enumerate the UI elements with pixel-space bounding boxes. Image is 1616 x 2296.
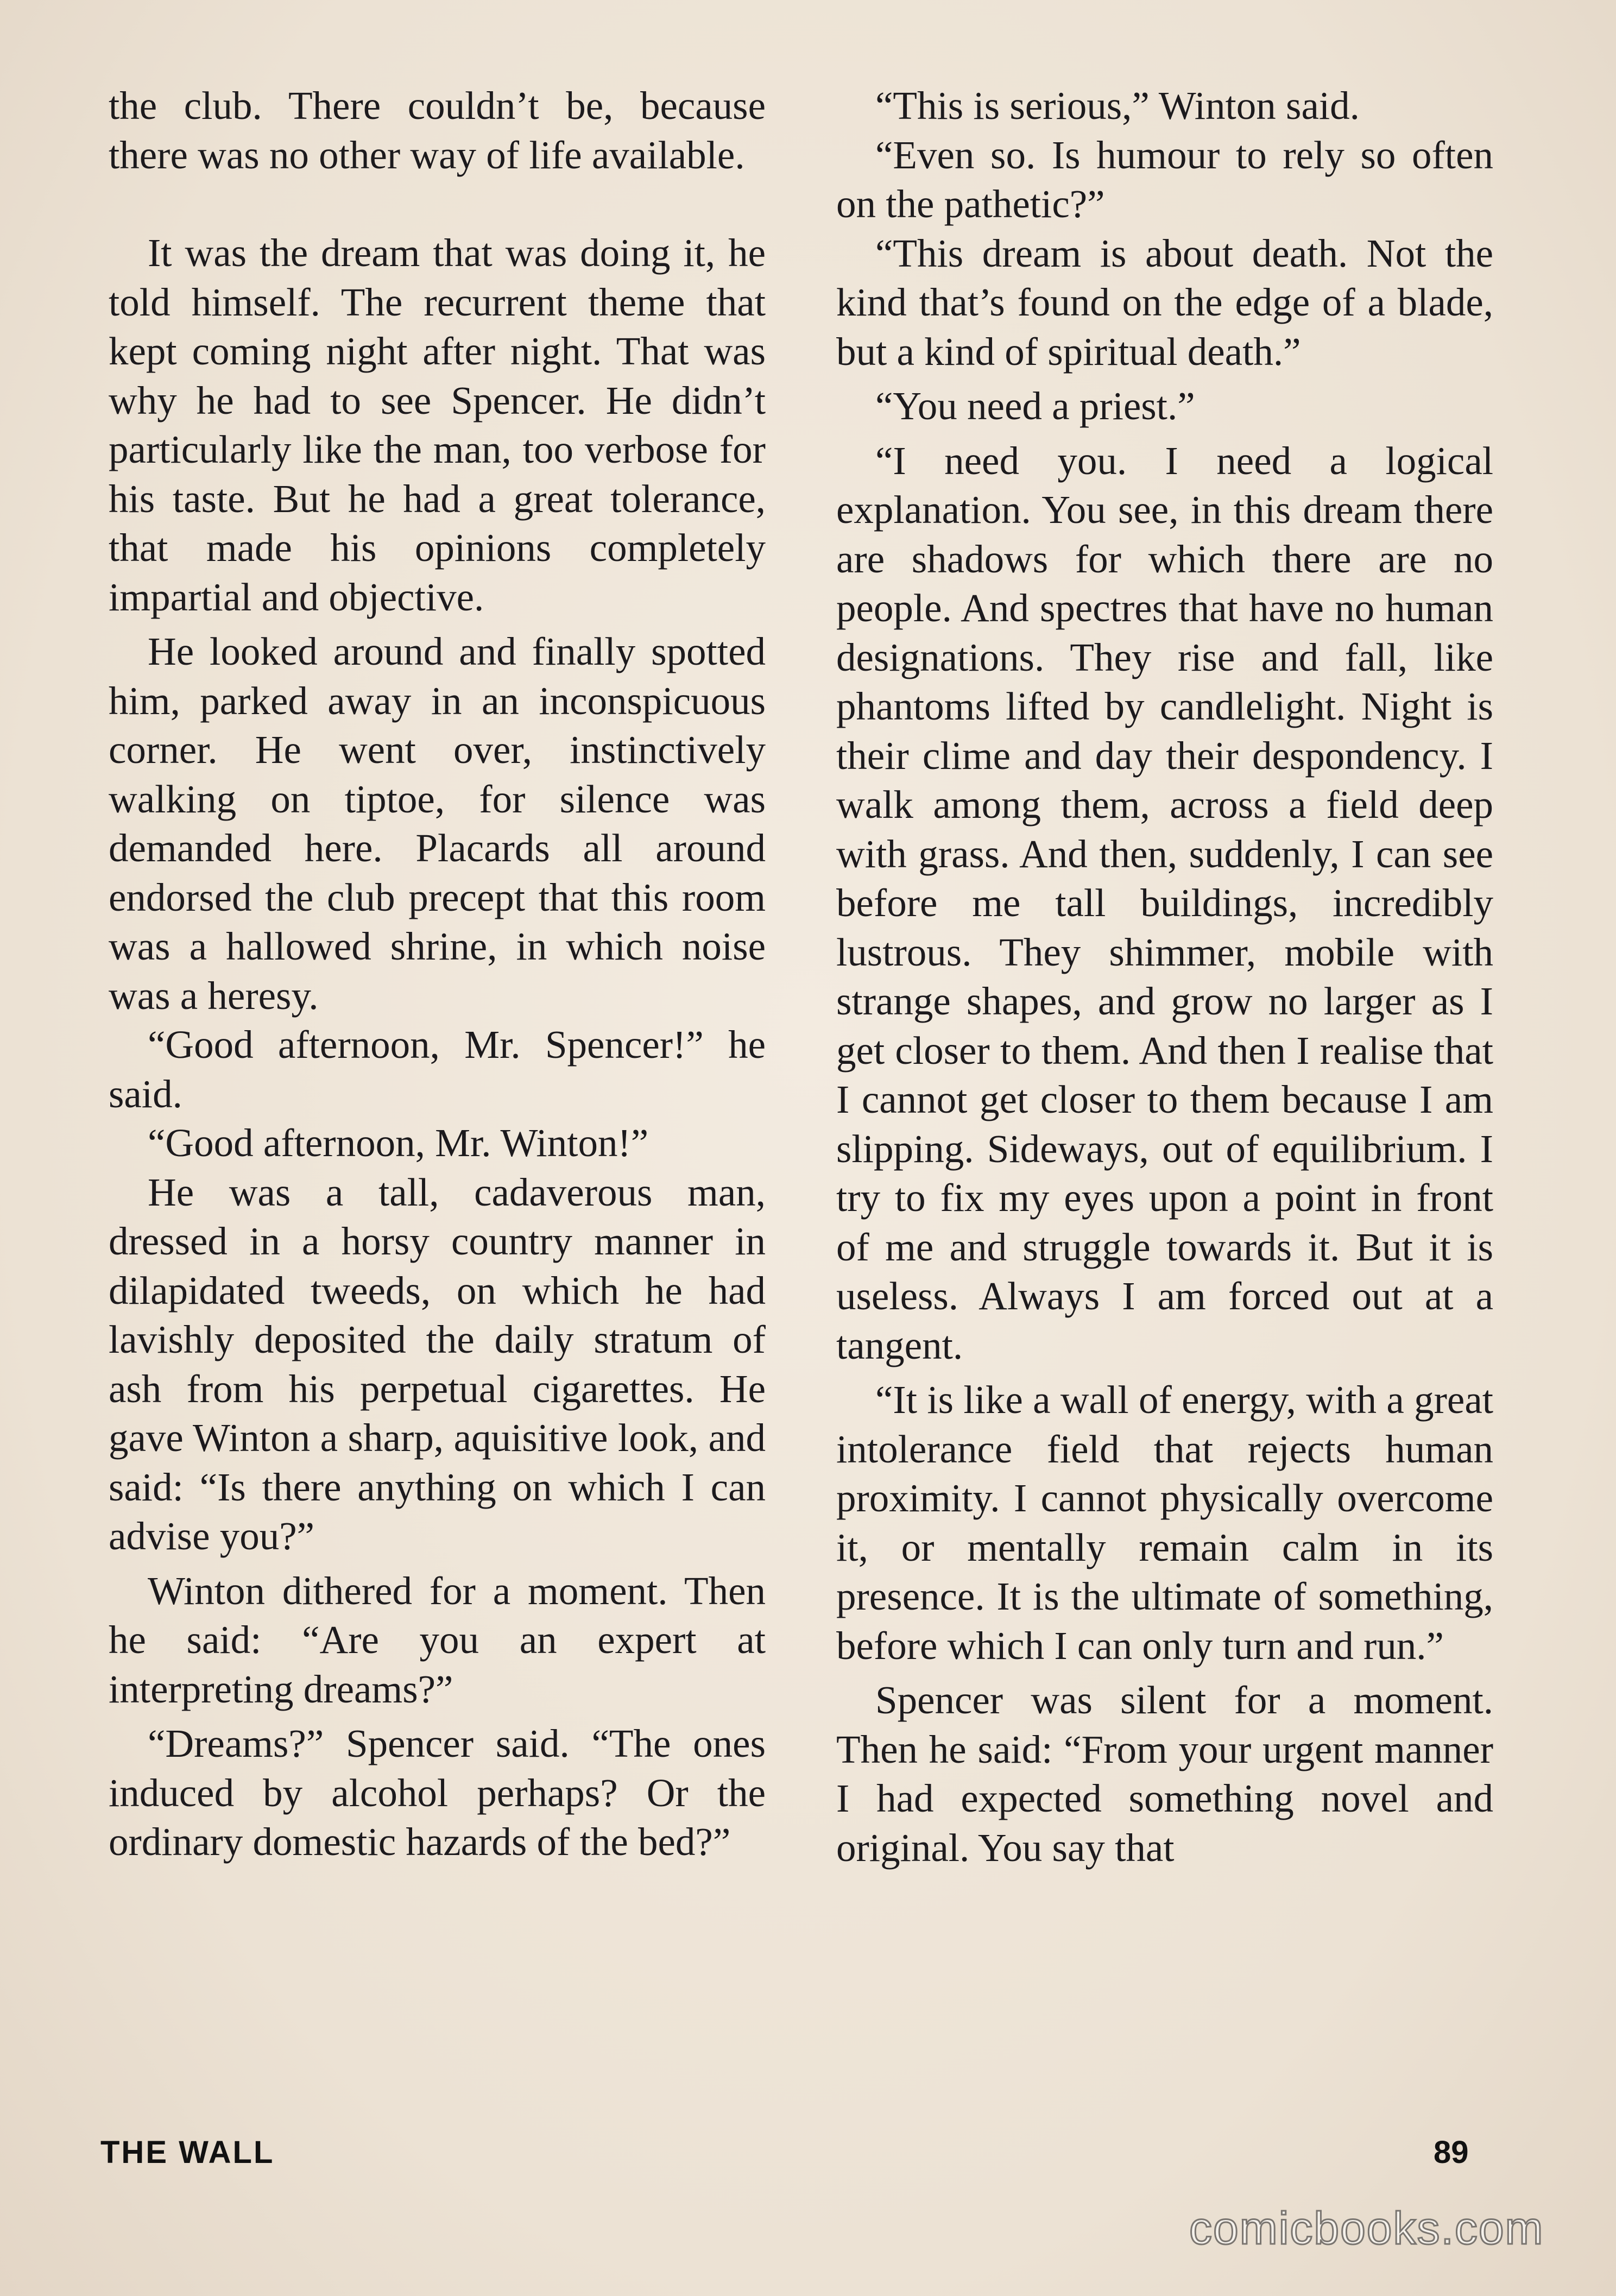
page-number: 89 <box>1434 2135 1469 2170</box>
paragraph: “This is serious,” Winton said. <box>875 84 1360 128</box>
paragraph: “It is like a wall of energy, with a great intolerance field that rejects human proximity. I cannot physically overcome it, or mentally remain calm in its presence. It is the ultimate of something, before which I can only turn and run.” <box>836 1378 1493 1668</box>
paragraph: “You need a priest.” <box>875 384 1195 428</box>
left-text-column <box>109 81 766 1867</box>
paragraph: “I need you. I need a logical explanation. You see, in this dream there are shadows for which there are no people. And spectres that have no human designations. They rise and fall, like phantoms lifted by candlelight. Night is their clime and day their despondency. I walk among them, across a field deep with grass. And then, suddenly, I can see before me tall buildings, incredibly lustrous. They shimmer, mobile with strange shapes, and grow no larger as I get closer to them. And then I realise that I cannot get closer to them because I am slipping. Sideways, out of equilibrium. I try to fix my eyes upon a point in front of me and struggle towards it. But it is useless. Always I am forced out at a tangent. <box>836 438 1493 1367</box>
paragraph: “Good afternoon, Mr. Winton!” <box>148 1121 649 1165</box>
paragraph: the club. There couldn’t be, because there was no other way of life available. <box>109 84 766 177</box>
paragraph: He was a tall, cadaverous man, dressed in a horsy country manner in dilapidated tweeds, on which he had lavishly deposited the daily stratum of ash from his perpetual cigarettes. He gave Winton a sharp, aquisitive look, and said: “Is there anything on which I can advise you?” <box>109 1170 766 1558</box>
paragraph: He looked around and finally spotted him, parked away in an inconspicuous corner. He went over, instinctively walking on tiptoe, for silence was demanded here. Placards all around endorsed the club precept that this room was a hallowed shrine, in which noise was a heresy. <box>109 629 766 1018</box>
running-footer-title: THE WALL <box>100 2135 275 2170</box>
paragraph: “Good afternoon, Mr. Spencer!” he said. <box>109 1023 766 1116</box>
paragraph: Spencer was silent for a moment. Then he said: “From your urgent manner I had expected something novel and original. You say that <box>836 1678 1493 1870</box>
paragraph: “Dreams?” Spencer said. “The ones induced by alcohol perhaps? Or the ordinary domestic hazards of the bed?” <box>109 1721 766 1864</box>
watermark-text: comicbooks.com <box>1189 2203 1544 2254</box>
paragraph: “Even so. Is humour to rely so often on the pathetic?” <box>836 133 1493 226</box>
right-text-column <box>836 81 1493 1872</box>
paragraph: “This dream is about death. Not the kind that’s found on the edge of a blade, but a kind of spiritual death.” <box>836 231 1493 374</box>
paragraph: It was the dream that was doing it, he told himself. The recurrent theme that kept coming night after night. That was why he had to see Spencer. He didn’t particularly like the man, too verbose for his taste. But he had a great tolerance, that made his opinions completely impartial and objective. <box>109 231 766 619</box>
paragraph: Winton dithered for a moment. Then he said: “Are you an expert at interpreting dreams?” <box>109 1568 766 1711</box>
